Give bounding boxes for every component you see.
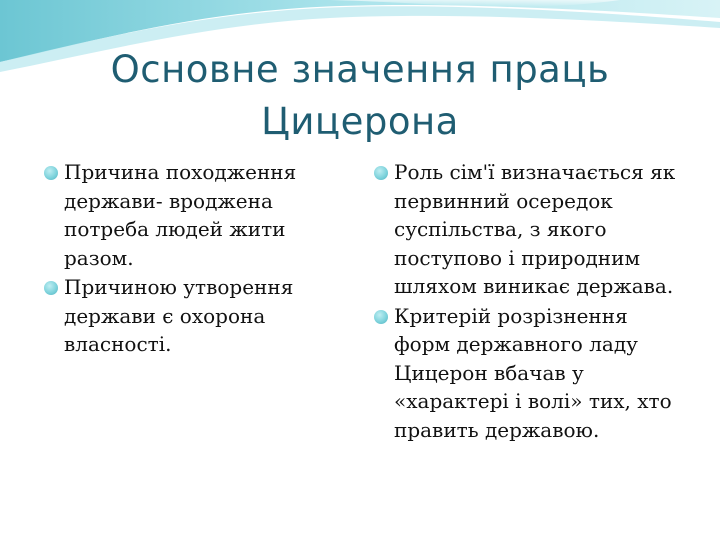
right-bullet-item-2 (372, 302, 687, 445)
right-bullet-item-1 (372, 158, 687, 301)
bullet-text: Роль сім'ї визначається як первинний осередок суспільства, з якого поступово і природним шляхом виникає держава. (394, 160, 676, 298)
bullet-dot-icon (374, 310, 388, 324)
left-bullet-item-2 (42, 273, 342, 359)
title-line-1: Основне значення праць (110, 48, 610, 91)
left-column (42, 158, 342, 360)
left-bullet-item-1 (42, 158, 342, 272)
title-line-2: Цицерона (261, 100, 459, 143)
bullet-dot-icon (374, 166, 388, 180)
bullet-text: Причина походження держави- вроджена потреба людей жити разом. (64, 160, 297, 270)
bullet-dot-icon (44, 281, 58, 295)
slide-title (60, 44, 660, 148)
bullet-text: Причиною утворення держави є охорона власності. (64, 275, 294, 356)
bullet-text: Критерій розрізнення форм державного ладу Цицерон вбачав у «характері і волі» тих, хто править державою. (394, 303, 672, 442)
bullet-dot-icon (44, 166, 58, 180)
right-column (372, 158, 687, 445)
